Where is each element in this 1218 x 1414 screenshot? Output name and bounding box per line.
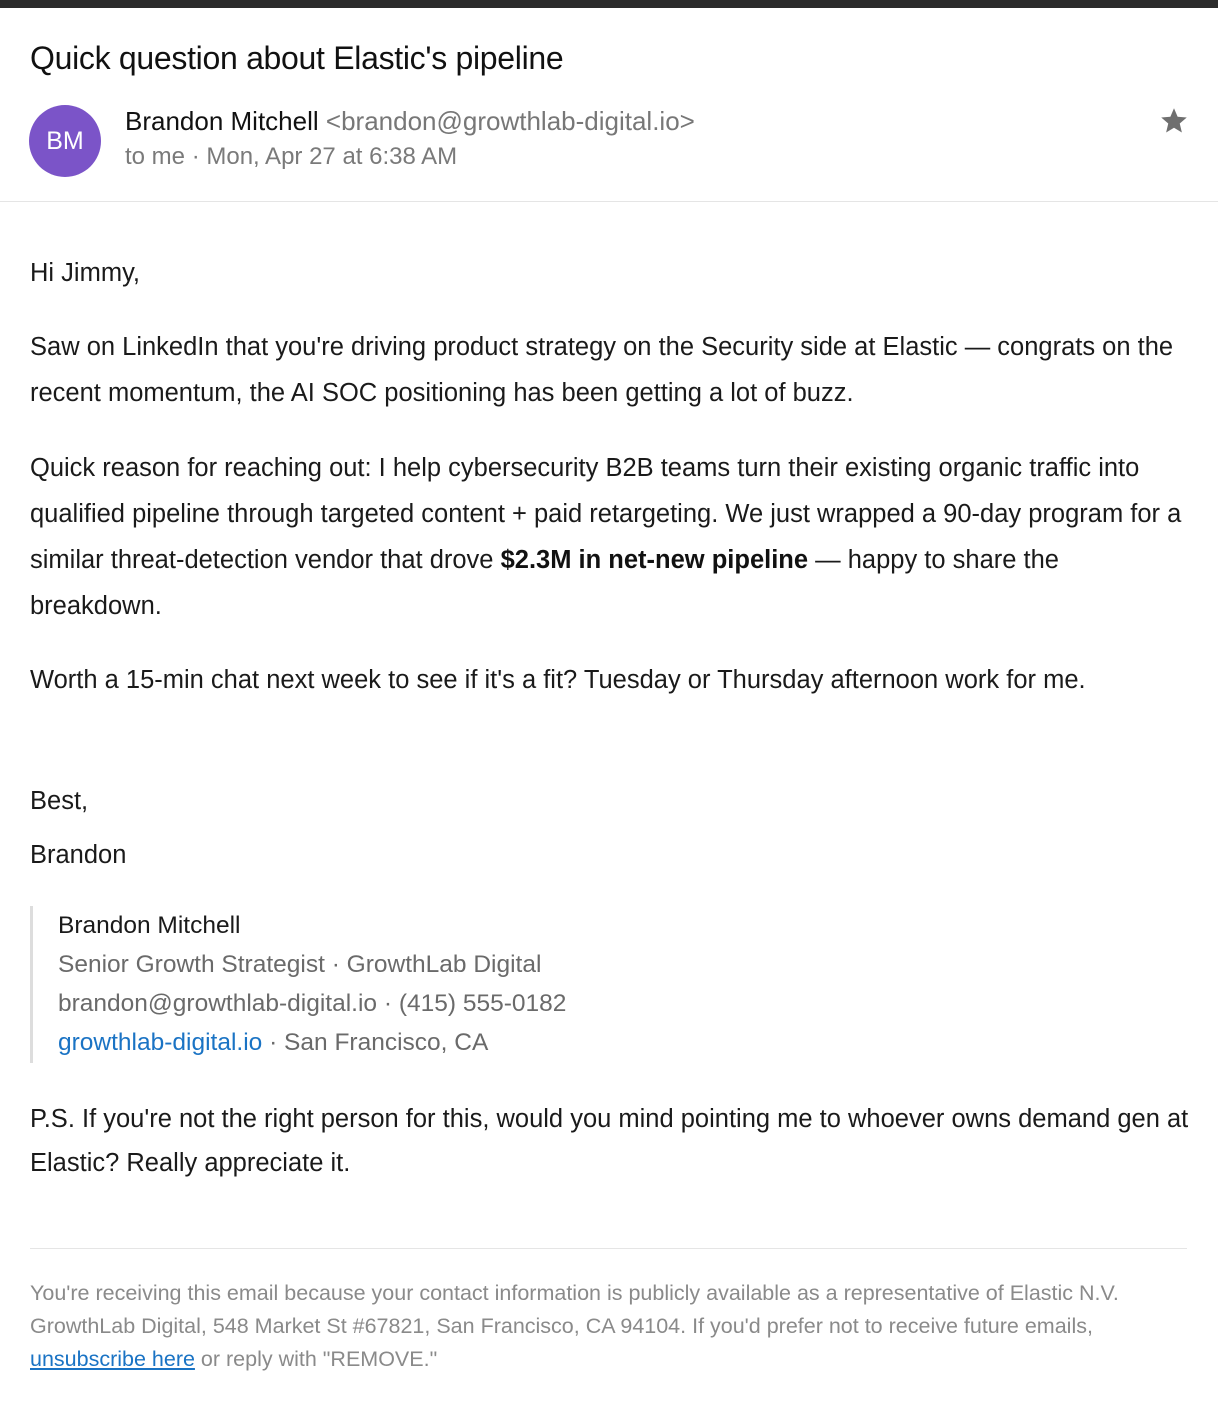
email-footer (30, 1277, 1190, 1376)
sender-avatar (29, 105, 101, 177)
signature-name: Brandon Mitchell (58, 912, 241, 939)
signature-website-link[interactable]: growthlab-digital.io (58, 1029, 263, 1056)
unsubscribe-link[interactable]: unsubscribe here (30, 1347, 195, 1371)
body-paragraph-1: Saw on LinkedIn that you're driving product strategy on the Security side at Elastic — congrats on the recent momentum, the AI SOC positioning has been getting a lot of buzz. (30, 333, 1174, 407)
meta-separator: · (185, 143, 207, 170)
p2-text-start: Quick reason for reaching out: I help cybersecurity B2B teams turn their existing organic traffic into qualified pipeline through targeted content + paid retargeting. We just wrapped a 90-day program for a similar threat-detection vendor that drove (30, 454, 1182, 574)
recipient-label[interactable]: to me (125, 143, 186, 170)
body-paragraph-2 (30, 445, 1190, 629)
signature-web-line (58, 1023, 958, 1062)
sender-name[interactable]: Brandon Mitchell (125, 106, 319, 136)
footer-divider (30, 1248, 1187, 1249)
signature-title: Senior Growth Strategist · GrowthLab Digital (58, 951, 542, 978)
signoff: Brandon (30, 841, 127, 869)
p2-highlight: $2.3M in net-new pipeline (500, 546, 809, 574)
sender-line (125, 106, 695, 137)
closing: Best, (30, 787, 89, 815)
star-icon[interactable] (1159, 106, 1189, 136)
postscript: P.S. If you're not the right person for this, would you mind pointing me to whoever owns demand gen at Elastic? Really appreciate it. (30, 1105, 1189, 1177)
p2-text-end: — happy to share the breakdown. (30, 546, 1059, 620)
signature-block (30, 906, 958, 1063)
footer-text: You're receiving this email because your contact information is publicly available as a representative of Elastic N.V. GrowthLab Digital, 548 Market St #67821, San Francisco, CA 94104. If you'd prefer not to receive future emails, (30, 1281, 1119, 1338)
window-top-bar (0, 0, 1218, 8)
signature-location: · San Francisco, CA (262, 1029, 489, 1056)
header-divider (0, 201, 1218, 202)
footer-text-end: or reply with "REMOVE." (194, 1347, 438, 1371)
email-subject: Quick question about Elastic's pipeline (30, 40, 564, 76)
greeting: Hi Jimmy, (30, 259, 141, 287)
signature-contact: brandon@growthlab-digital.io · (415) 555-0182 (58, 990, 567, 1017)
body-paragraph-3: Worth a 15-min chat next week to see if it's a fit? Tuesday or Thursday afternoon work for me. (30, 666, 1086, 694)
sender-email[interactable]: <brandon@growthlab-digital.io> (325, 106, 695, 136)
avatar-initials: BM (46, 126, 84, 155)
email-date: Mon, Apr 27 at 6:38 AM (206, 143, 458, 170)
email-meta (125, 143, 457, 171)
